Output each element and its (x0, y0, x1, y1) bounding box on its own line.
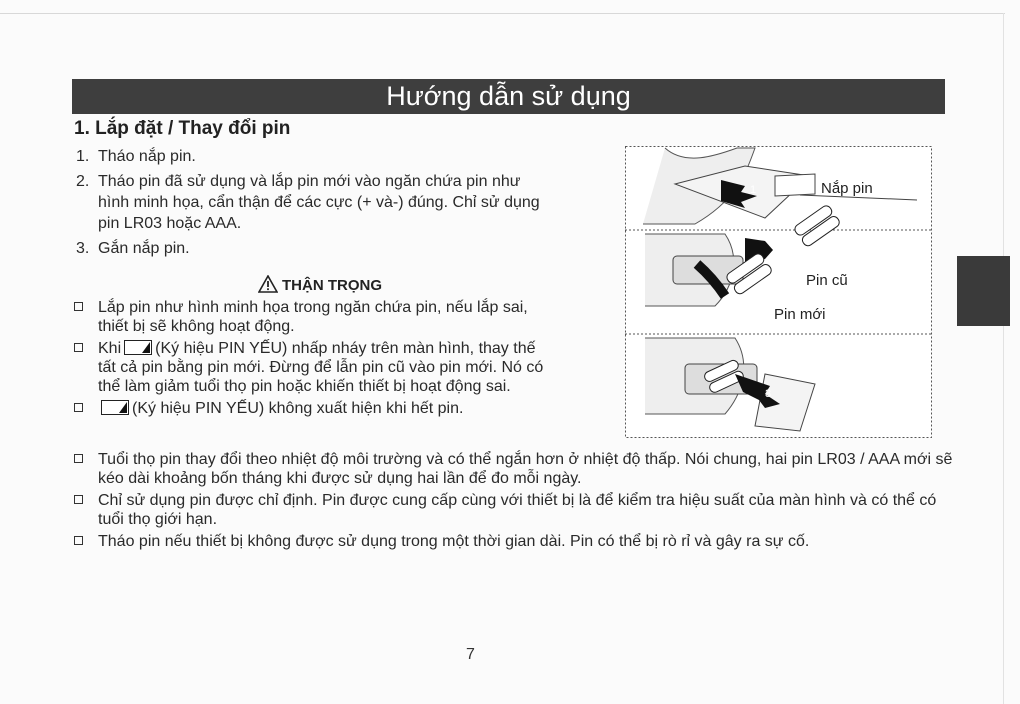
page-number: 7 (466, 646, 475, 663)
checkbox-bullet-icon (74, 343, 83, 352)
battery-cover-label: Nắp pin (821, 180, 873, 197)
general-bullets (74, 450, 954, 554)
step-item (76, 171, 541, 234)
battery-illustration (625, 146, 932, 438)
step-number-2: 2 (765, 232, 772, 244)
new-battery-label: Pin mới (774, 306, 826, 323)
step-number: 2. (76, 173, 90, 190)
note-item (74, 532, 954, 551)
checkbox-bullet-icon (74, 454, 83, 463)
step-number-1: 1 (750, 184, 757, 196)
warning-icon (258, 275, 278, 297)
caution-bullets (74, 298, 549, 421)
low-battery-icon (124, 340, 152, 355)
note-item (74, 491, 954, 529)
note-text: Chỉ sử dụng pin được chỉ định. Pin được cung cấp cùng với thiết bị là để kiểm tra hiệu suất của màn hình và có thể có tuổi thọ giới hạn. (98, 492, 937, 528)
caution-label: THẬN TRỌNG (282, 276, 382, 294)
page-top-rule (0, 13, 1005, 14)
checkbox-bullet-icon (74, 302, 83, 311)
checkbox-bullet-icon (74, 403, 83, 412)
caution-text: Lắp pin như hình minh họa trong ngăn chứa pin, nếu lắp sai, thiết bị sẽ không hoạt động. (98, 299, 528, 335)
page-title: Hướng dẫn sử dụng (386, 81, 631, 111)
step-text: Tháo nắp pin. (98, 148, 196, 165)
low-battery-icon (101, 400, 129, 415)
section-title: 1. Lắp đặt / Thay đổi pin (74, 118, 291, 139)
step-number: 3. (76, 240, 90, 257)
page-right-rule (1003, 13, 1004, 704)
step-text: Gắn nắp pin. (98, 240, 190, 257)
caution-item (74, 298, 549, 336)
step-item (76, 146, 541, 167)
checkbox-bullet-icon (74, 536, 83, 545)
checkbox-bullet-icon (74, 495, 83, 504)
caution-heading (258, 275, 382, 297)
caution-item (74, 339, 549, 396)
old-battery-label: Pin cũ (806, 272, 848, 289)
chapter-tab (957, 256, 1010, 326)
page-header-bar (72, 79, 945, 114)
note-item (74, 450, 954, 488)
caution-text-after: (Ký hiệu PIN YẾU) nhấp nháy trên màn hình, thay thế tất cả pin bằng pin mới. Đừng để lẫn pin cũ vào pin mới. Nó có thể làm giảm tuổi thọ pin hoặc khiến thiết bị hoạt động sai. (98, 340, 544, 395)
step-number-3: 3 (765, 388, 772, 400)
note-text: Tuổi thọ pin thay đổi theo nhiệt độ môi trường và có thể ngắn hơn ở nhiệt độ thấp. Nói chung, hai pin LR03 / AAA mới sẽ kéo dài khoảng bốn tháng khi được sử dụng hai lần để đo mỗi ngày. (98, 451, 953, 487)
step-text: Tháo pin đã sử dụng và lắp pin mới vào ngăn chứa pin như hình minh họa, cẩn thận để các cực (+ và-) đúng. Chỉ sử dụng pin LR03 hoặc AAA. (98, 173, 540, 232)
step-item (76, 238, 541, 259)
caution-text-before: Khi (98, 340, 122, 357)
steps-list (76, 146, 541, 263)
caution-item (74, 399, 549, 418)
caution-text-after: (Ký hiệu PIN YẾU) không xuất hiện khi hết pin. (132, 400, 464, 417)
note-text: Tháo pin nếu thiết bị không được sử dụng trong một thời gian dài. Pin có thể bị rò rỉ và gây ra sự cố. (98, 533, 810, 550)
step-number: 1. (76, 148, 90, 165)
